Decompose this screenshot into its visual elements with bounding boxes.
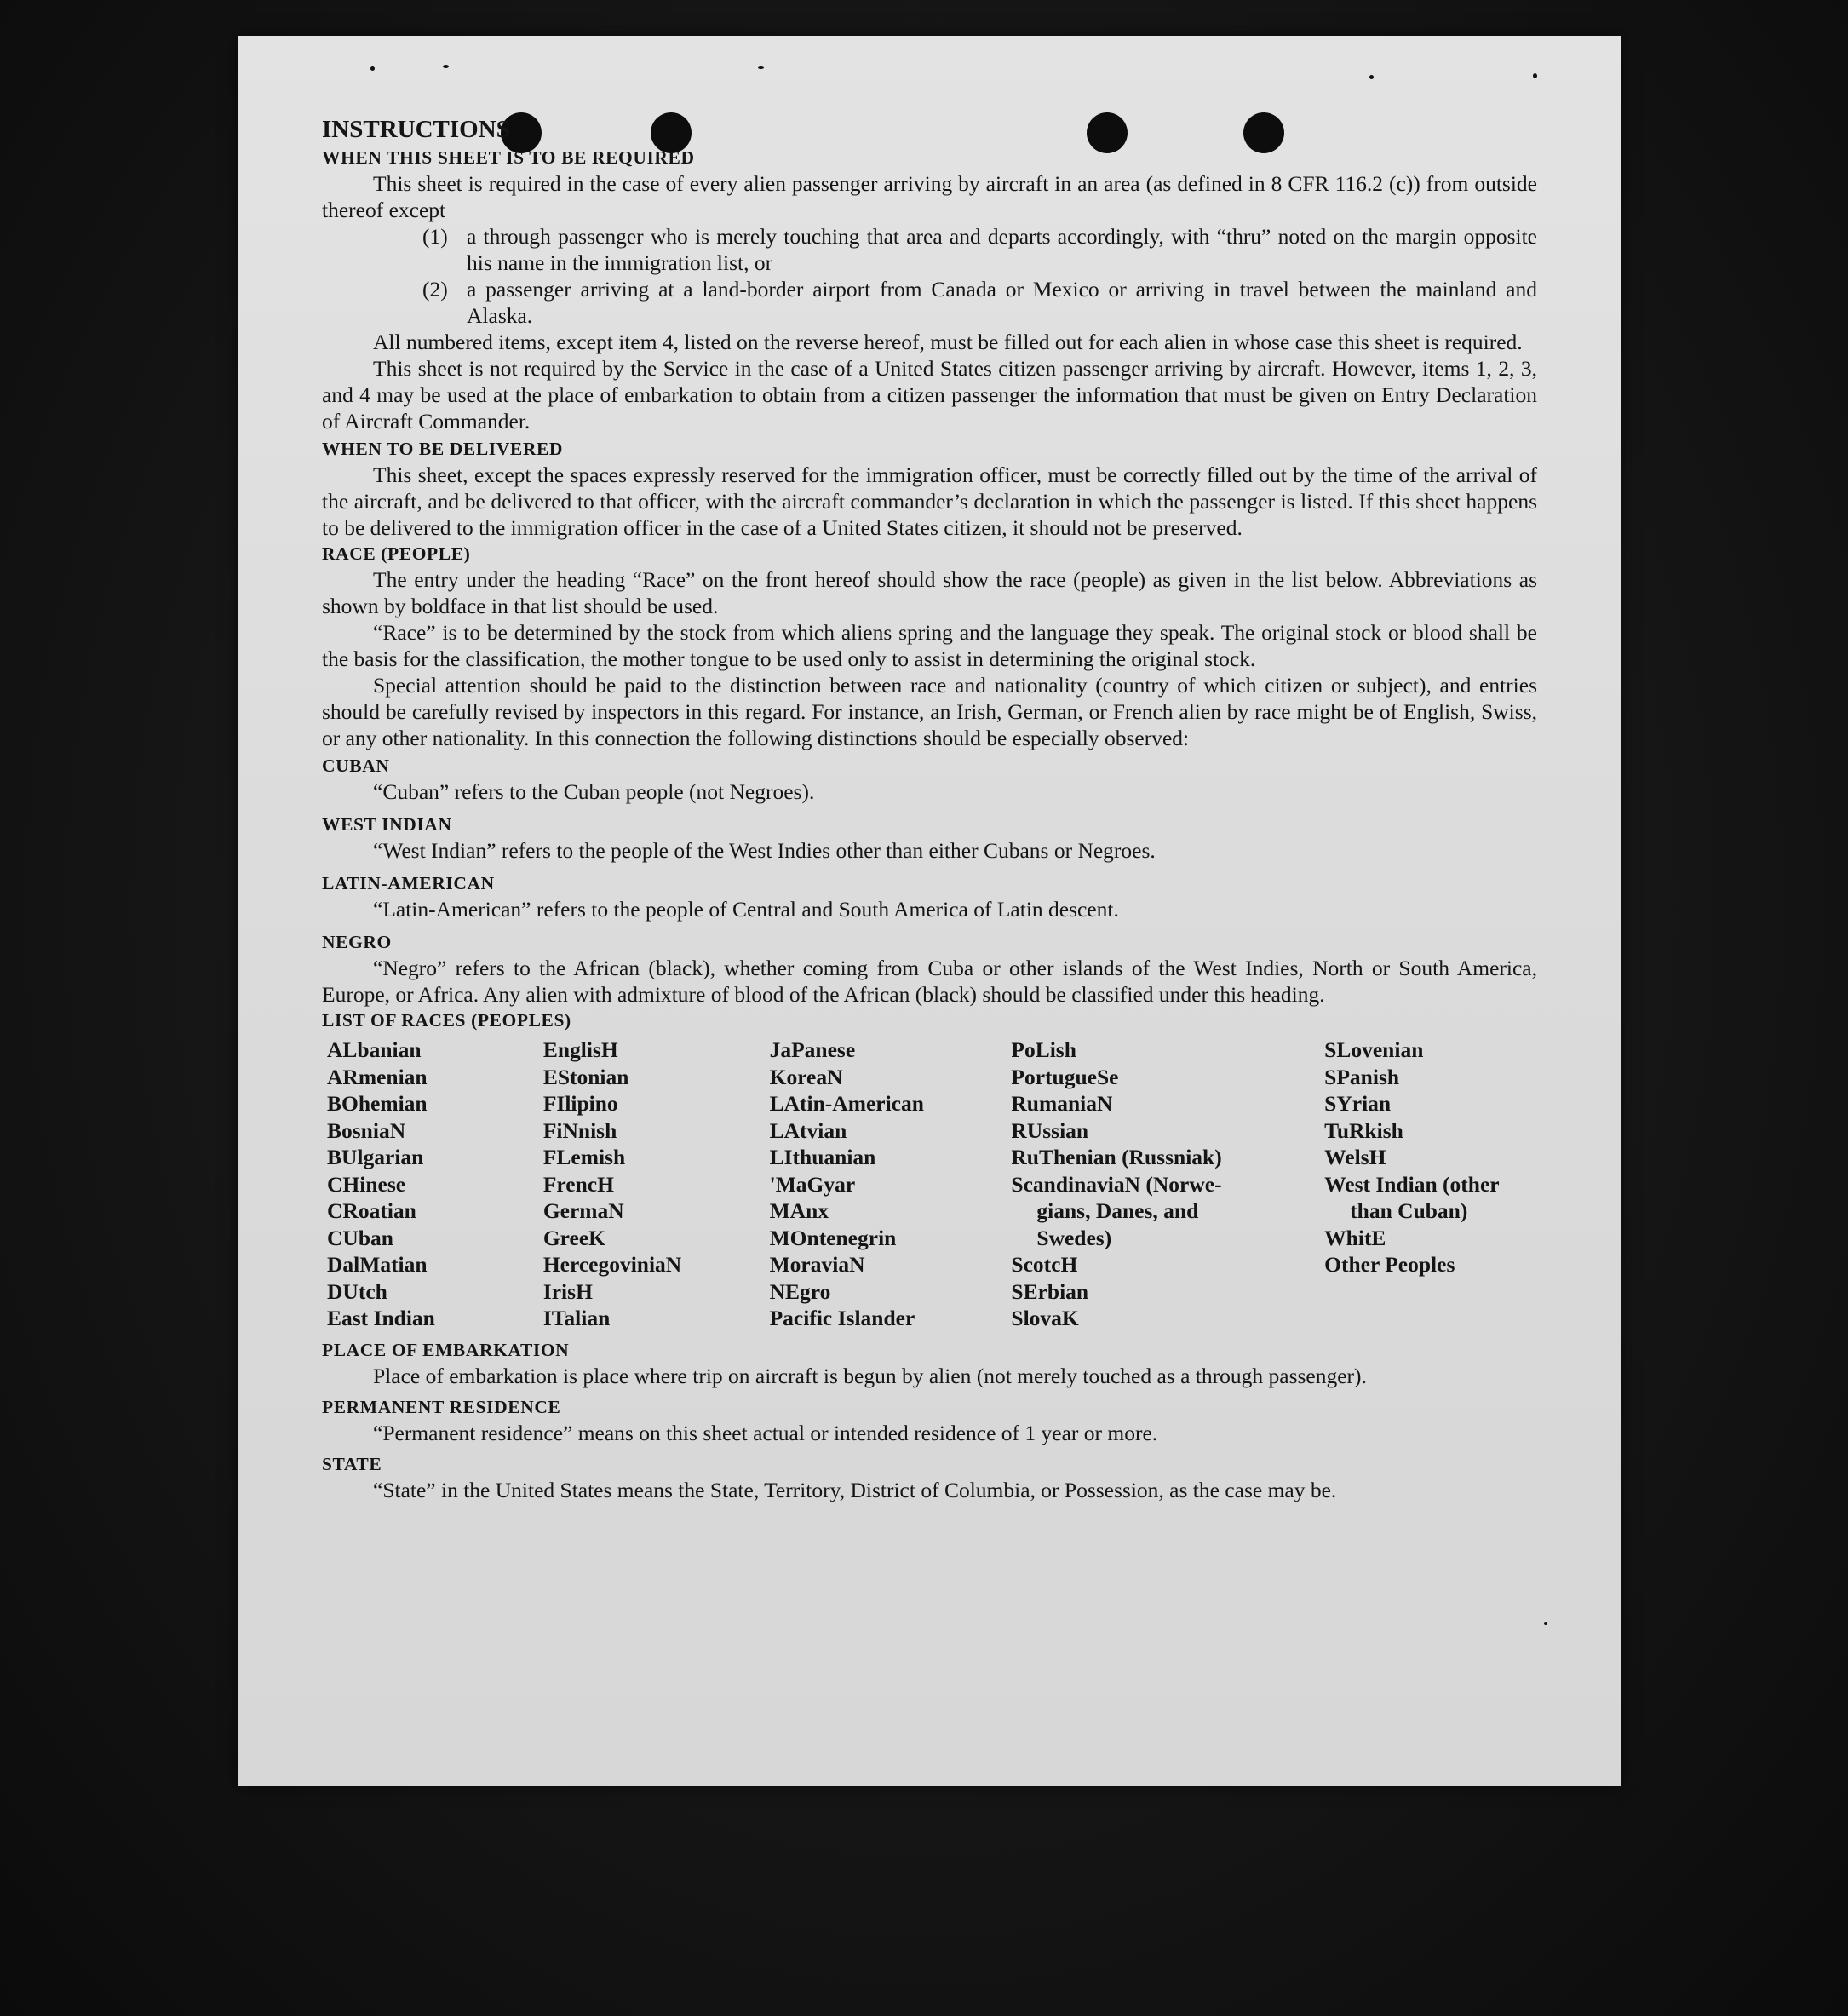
- race-entry: PoLish: [1011, 1037, 1076, 1062]
- race-entry: TuRkish: [1324, 1117, 1403, 1143]
- paragraph-intro: This sheet is required in the case of every alien passenger arriving by aircraft in an area (as defined in 8 CFR 116.2 (c)) from outside thereof except: [322, 171, 1537, 222]
- paragraph-citizen: This sheet is not required by the Service in the case of a United States citizen passenger arriving by aircraft. However, items 1, 2, 3, and 4 may be used at the place of embarkation to obtain from a citizen passenger the information that must be given on Entry Declaration of Aircraft Commander.: [322, 356, 1537, 434]
- race-entry: HercegoviniaN: [542, 1252, 682, 1277]
- definition-state: “State” in the United States means the State, Territory, District of Columbia, or Possession, as the case may be.: [373, 1477, 1337, 1502]
- heading-state: STATE: [322, 1453, 382, 1474]
- paragraph-numbered-items: All numbered items, except item 4, listed on the reverse hereof, must be filled out for each alien in whose case this sheet is required.: [373, 330, 1523, 354]
- definition-embarkation: Place of embarkation is place where trip on aircraft is begun by alien (not merely touched as a through passenger).: [373, 1363, 1367, 1388]
- race-entry: PortugueSe: [1011, 1064, 1119, 1089]
- race-entry: IrisH: [542, 1278, 593, 1304]
- race-entry: RuThenian (Russniak): [1011, 1145, 1222, 1169]
- race-entry: 'MaGyar: [769, 1171, 856, 1197]
- heading-when-required: WHEN THIS SHEET IS TO BE REQUIRED: [322, 147, 695, 168]
- race-entry: gians, Danes, and: [1036, 1198, 1199, 1223]
- item-text: a passenger arriving at a land-border airport from Canada or Mexico or arriving in travel between the mainland and Alaska.: [467, 277, 1537, 328]
- heading-negro: NEGRO: [322, 932, 392, 952]
- speck: [443, 65, 449, 68]
- definition-west-indian: “West Indian” refers to the people of the West Indies other than either Cubans or Negroes.: [373, 838, 1156, 863]
- heading-latin-american: LATIN-AMERICAN: [322, 873, 495, 893]
- document-page: [238, 36, 1621, 1786]
- race-entry: than Cuban): [1350, 1198, 1468, 1223]
- heading-residence: PERMANENT RESIDENCE: [322, 1396, 561, 1417]
- exception-item-1: [322, 223, 1537, 276]
- race-entry: DalMatian: [327, 1252, 428, 1277]
- race-entry: CHinese: [327, 1171, 406, 1197]
- race-entry: DUtch: [327, 1278, 387, 1304]
- page-title: INSTRUCTIONS: [322, 116, 510, 143]
- speck: [1369, 75, 1374, 79]
- definition-residence: “Permanent residence” means on this sheet actual or intended residence of 1 year or more.: [373, 1420, 1158, 1445]
- race-entry: BosniaN: [327, 1117, 406, 1143]
- races-column-4: [1011, 1037, 1254, 1332]
- race-entry: FiNnish: [542, 1117, 617, 1143]
- race-entry: GreeK: [542, 1225, 605, 1250]
- race-entry: East Indian: [327, 1306, 435, 1330]
- race-entry: NEgro: [769, 1278, 831, 1304]
- race-entry: Swedes): [1036, 1225, 1112, 1250]
- race-entry: LAtvian: [769, 1117, 847, 1143]
- race-entry: EnglisH: [542, 1037, 618, 1062]
- race-entry: FIlipino: [542, 1091, 618, 1116]
- race-entry: MAnx: [769, 1198, 829, 1223]
- races-column-5: [1324, 1037, 1537, 1332]
- race-entry: ARmenian: [327, 1064, 428, 1089]
- race-entry: SYrian: [1324, 1091, 1392, 1116]
- heading-race: RACE (PEOPLE): [322, 543, 471, 564]
- race-entry: FrencH: [542, 1171, 614, 1197]
- race-entry: KoreaN: [769, 1064, 843, 1089]
- race-entry: West Indian (other: [1324, 1171, 1500, 1197]
- race-entry: WhitE: [1324, 1225, 1386, 1250]
- race-entry: RumaniaN: [1011, 1091, 1113, 1116]
- paragraph-delivered: This sheet, except the spaces expressly reserved for the immigration officer, must be correctly filled out by the time of the arrival of the aircraft, and be delivered to that officer, with the aircraft commander’s declaration in which the passenger is listed. If this sheet happens to be delivered to the immigration officer in the case of a United States citizen, it should not be preserved.: [322, 462, 1537, 540]
- speck: [1544, 1622, 1547, 1625]
- definition-latin-american: “Latin-American” refers to the people of Central and South America of Latin descent.: [373, 897, 1119, 922]
- exception-item-2: [322, 276, 1537, 329]
- race-entry: CUban: [327, 1225, 393, 1250]
- heading-west-indian: WEST INDIAN: [322, 814, 452, 835]
- race-entry: BOhemian: [327, 1091, 428, 1116]
- item-number: (2): [422, 277, 448, 302]
- race-entry: ScotcH: [1011, 1252, 1078, 1277]
- speck: [1533, 73, 1537, 78]
- race-entry: MOntenegrin: [769, 1225, 897, 1250]
- races-column-3: [770, 1037, 1012, 1332]
- race-entry: RUssian: [1011, 1117, 1089, 1143]
- race-entry: JaPanese: [769, 1037, 856, 1062]
- race-entry: SErbian: [1011, 1278, 1089, 1304]
- race-entry: LIthuanian: [769, 1145, 876, 1169]
- speck: [370, 66, 375, 71]
- paragraph-race-3: Special attention should be paid to the distinction between race and nationality (country of which citizen or subject), and entries should be carefully revised by inspectors in this regard. For instance, an Irish, German, or French alien by race might be of English, Swiss, or any other nationality. In this connection the following distinctions should be especially observed:: [322, 673, 1537, 750]
- race-entry: SLovenian: [1324, 1037, 1424, 1062]
- heading-embarkation: PLACE OF EMBARKATION: [322, 1339, 570, 1360]
- race-entry: Pacific Islander: [769, 1306, 915, 1330]
- races-column-1: [327, 1037, 543, 1332]
- speck: [758, 66, 764, 69]
- item-number: (1): [422, 224, 448, 249]
- races-column-2: [543, 1037, 770, 1332]
- race-entry: EStonian: [542, 1064, 629, 1089]
- race-entry: LAtin-American: [769, 1091, 924, 1116]
- race-entry: CRoatian: [327, 1198, 416, 1223]
- race-entry: MoraviaN: [769, 1252, 865, 1277]
- definition-negro: “Negro” refers to the African (black), whether coming from Cuba or other islands of the West Indies, North or South America, Europe, or Africa. Any alien with admixture of blood of the African (black) should be classified under this heading.: [322, 956, 1537, 1007]
- race-entry: BUlgarian: [327, 1145, 424, 1169]
- heading-when-delivered: WHEN TO BE DELIVERED: [322, 439, 564, 459]
- race-entry: SPanish: [1324, 1064, 1400, 1089]
- race-entry: ScandinaviaN (Norwe-: [1011, 1171, 1222, 1197]
- paragraph-race-2: “Race” is to be determined by the stock from which aliens spring and the language they speak. The original stock or blood shall be the basis for the classification, the mother tongue to be used only to assist in determining the original stock.: [322, 620, 1537, 671]
- race-entry: GermaN: [542, 1198, 624, 1223]
- heading-list-of-races: LIST OF RACES (PEOPLES): [322, 1010, 571, 1031]
- race-entry: FLemish: [542, 1145, 626, 1169]
- paragraph-race-1: The entry under the heading “Race” on the front hereof should show the race (people) as given in the list below. Abbreviations as shown by boldface in that list should be used.: [322, 567, 1537, 618]
- race-entry: ALbanian: [327, 1037, 422, 1062]
- race-entry: ITalian: [542, 1306, 611, 1330]
- instructions-text: [322, 114, 1537, 1503]
- race-entry: Other Peoples: [1324, 1252, 1455, 1277]
- heading-cuban: CUBAN: [322, 755, 390, 776]
- race-entry: SlovaK: [1011, 1306, 1079, 1330]
- list-of-races: [327, 1037, 1537, 1332]
- item-text: a through passenger who is merely touching that area and departs accordingly, with “thru” noted on the margin opposite his name in the immigration list, or: [467, 224, 1537, 275]
- definition-cuban: “Cuban” refers to the Cuban people (not Negroes).: [373, 779, 815, 804]
- race-entry: WelsH: [1324, 1145, 1386, 1169]
